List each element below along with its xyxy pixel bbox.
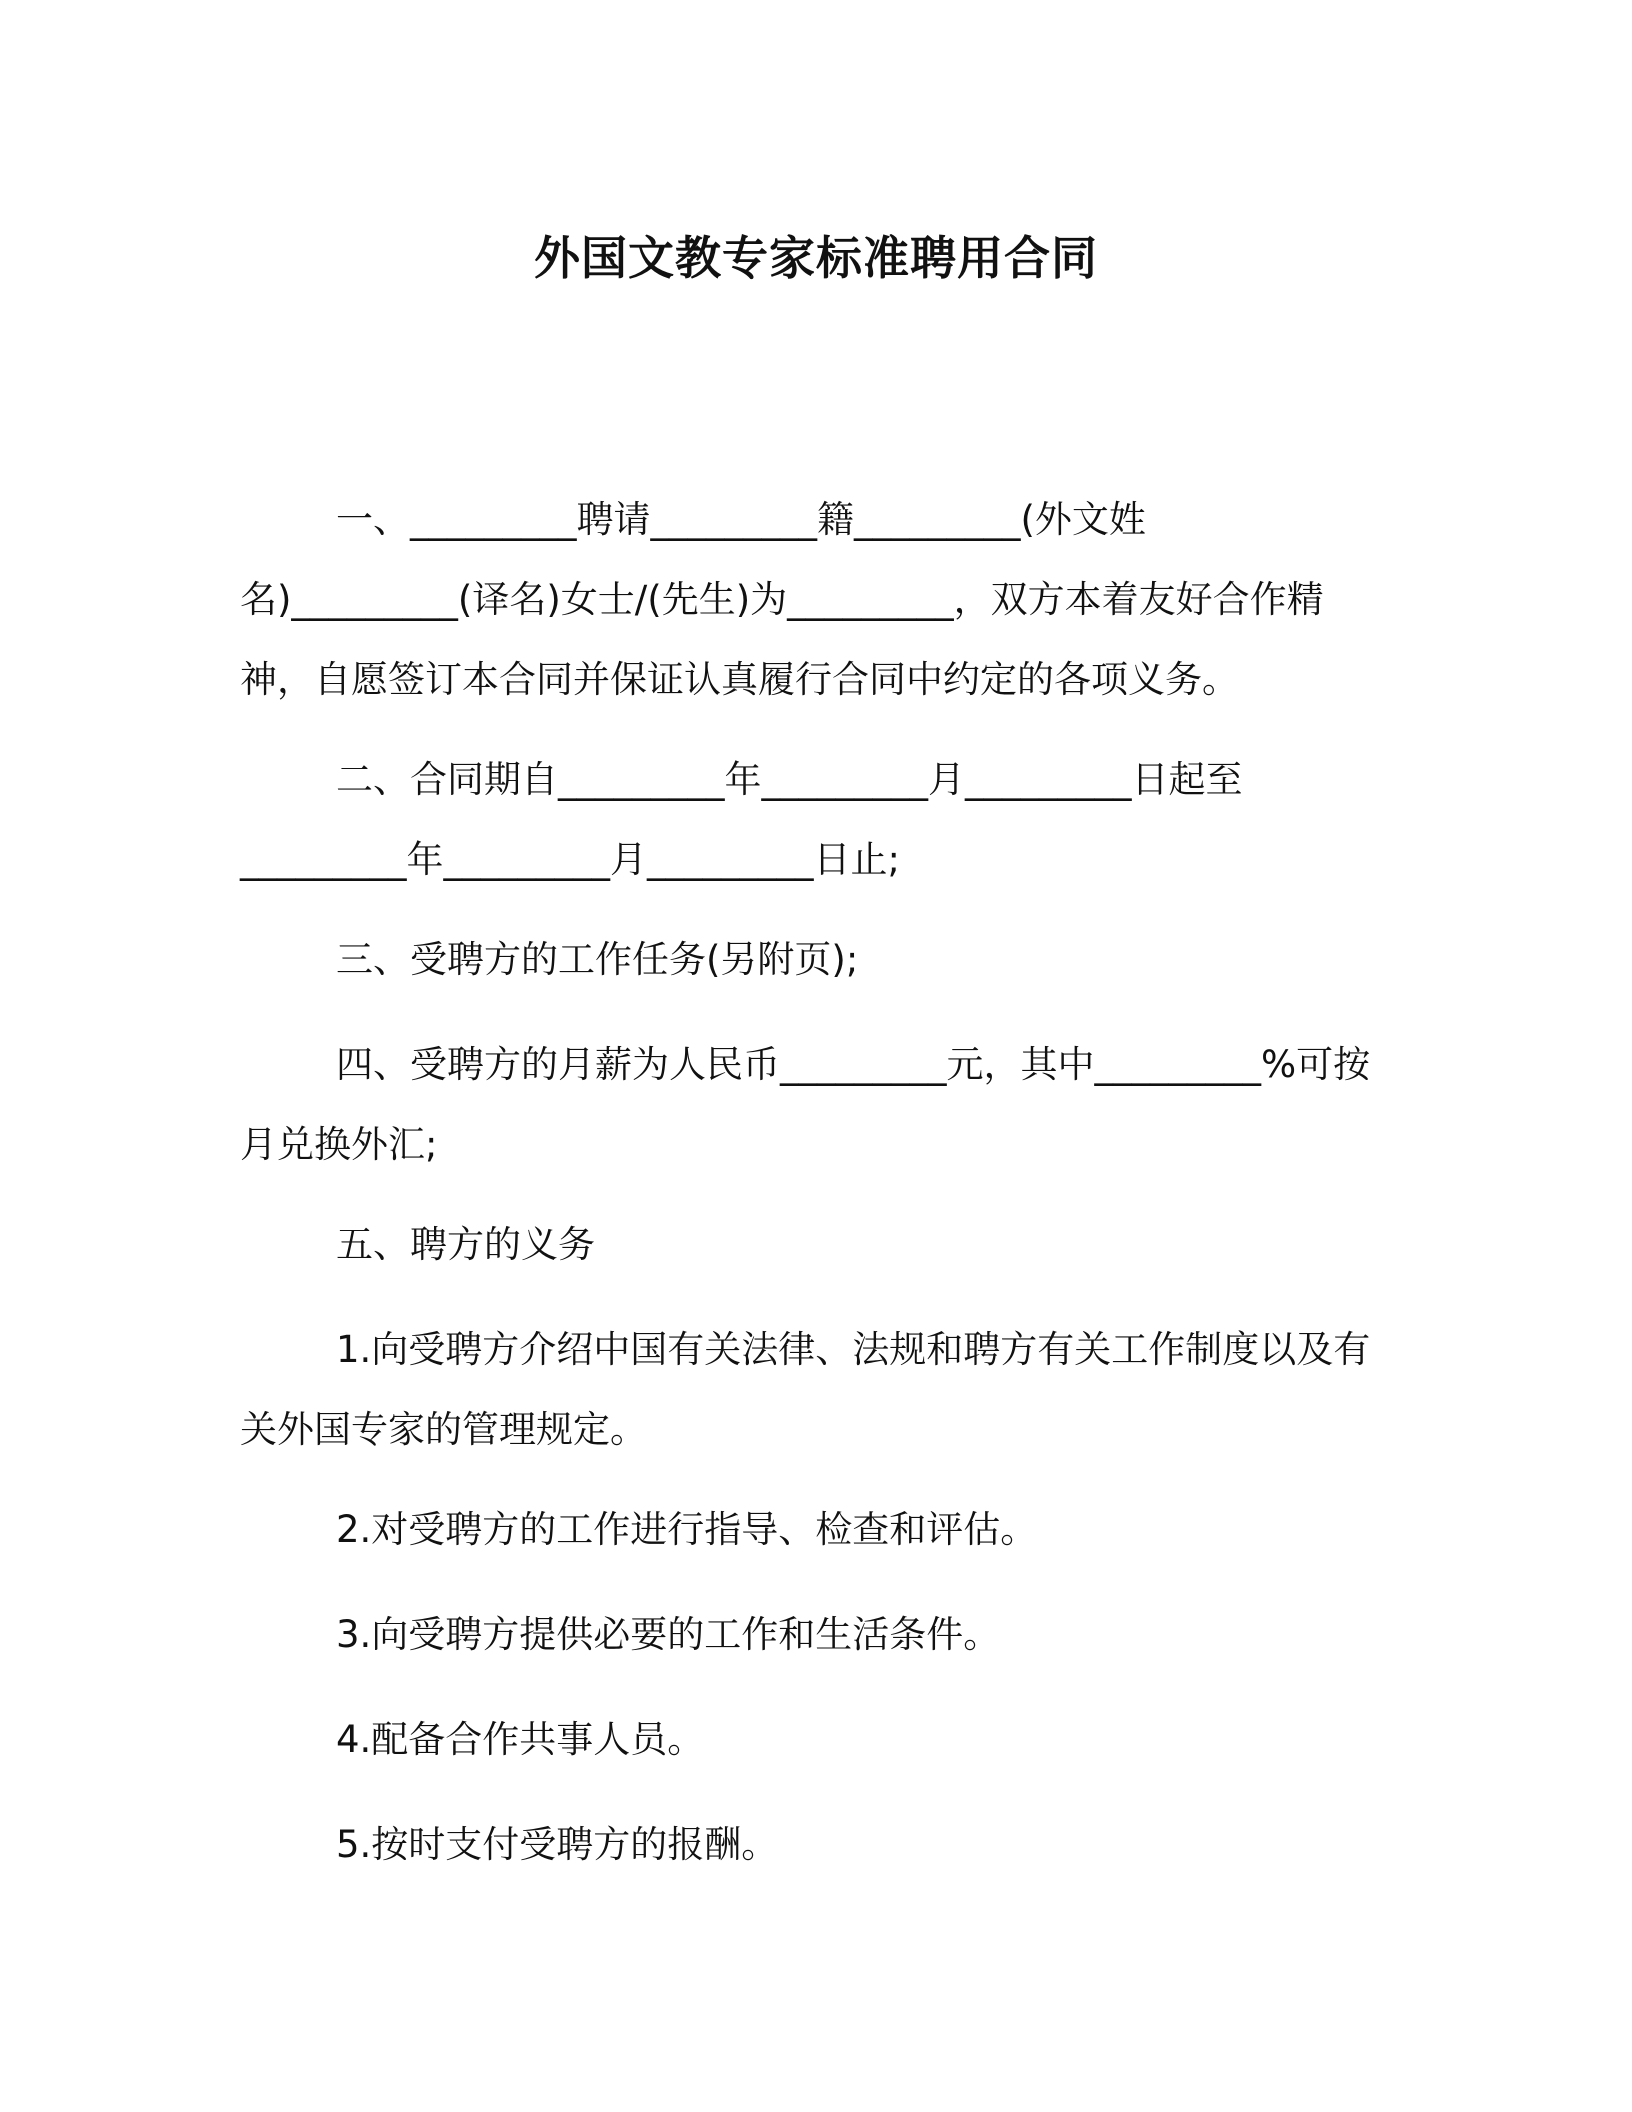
clause-1-parties: 一、_________聘请_________籍_________(外文姓名)_________(译名)女士/(先生)为_________，双方本着友好合作精神，自愿签订本合同并保证认真履行合同中约定的各项义务。: [240, 498, 1324, 701]
clause-5-item-2: 2.对受聘方的工作进行指导、检查和评估。: [336, 1508, 1038, 1551]
clause-4-salary: 四、受聘方的月薪为人民币_________元，其中_________%可按月兑换外汇;: [240, 1043, 1371, 1166]
clause-5-item-3: 3.向受聘方提供必要的工作和生活条件。: [336, 1613, 1001, 1656]
page-title: 外国文教专家标准聘用合同: [534, 231, 1098, 285]
clause-2-term: 二、合同期自_________年_________月_________日起至_________年_________月_________日止;: [240, 758, 1243, 881]
clause-3-duties: 三、受聘方的工作任务(另附页);: [336, 938, 859, 981]
clause-5-item-5: 5.按时支付受聘方的报酬。: [336, 1823, 779, 1866]
clause-5-heading: 五、聘方的义务: [336, 1223, 595, 1266]
clause-5-item-4: 4.配备合作共事人员。: [336, 1718, 705, 1761]
clause-5-item-1: 1.向受聘方介绍中国有关法律、法规和聘方有关工作制度以及有关外国专家的管理规定。: [240, 1328, 1371, 1451]
